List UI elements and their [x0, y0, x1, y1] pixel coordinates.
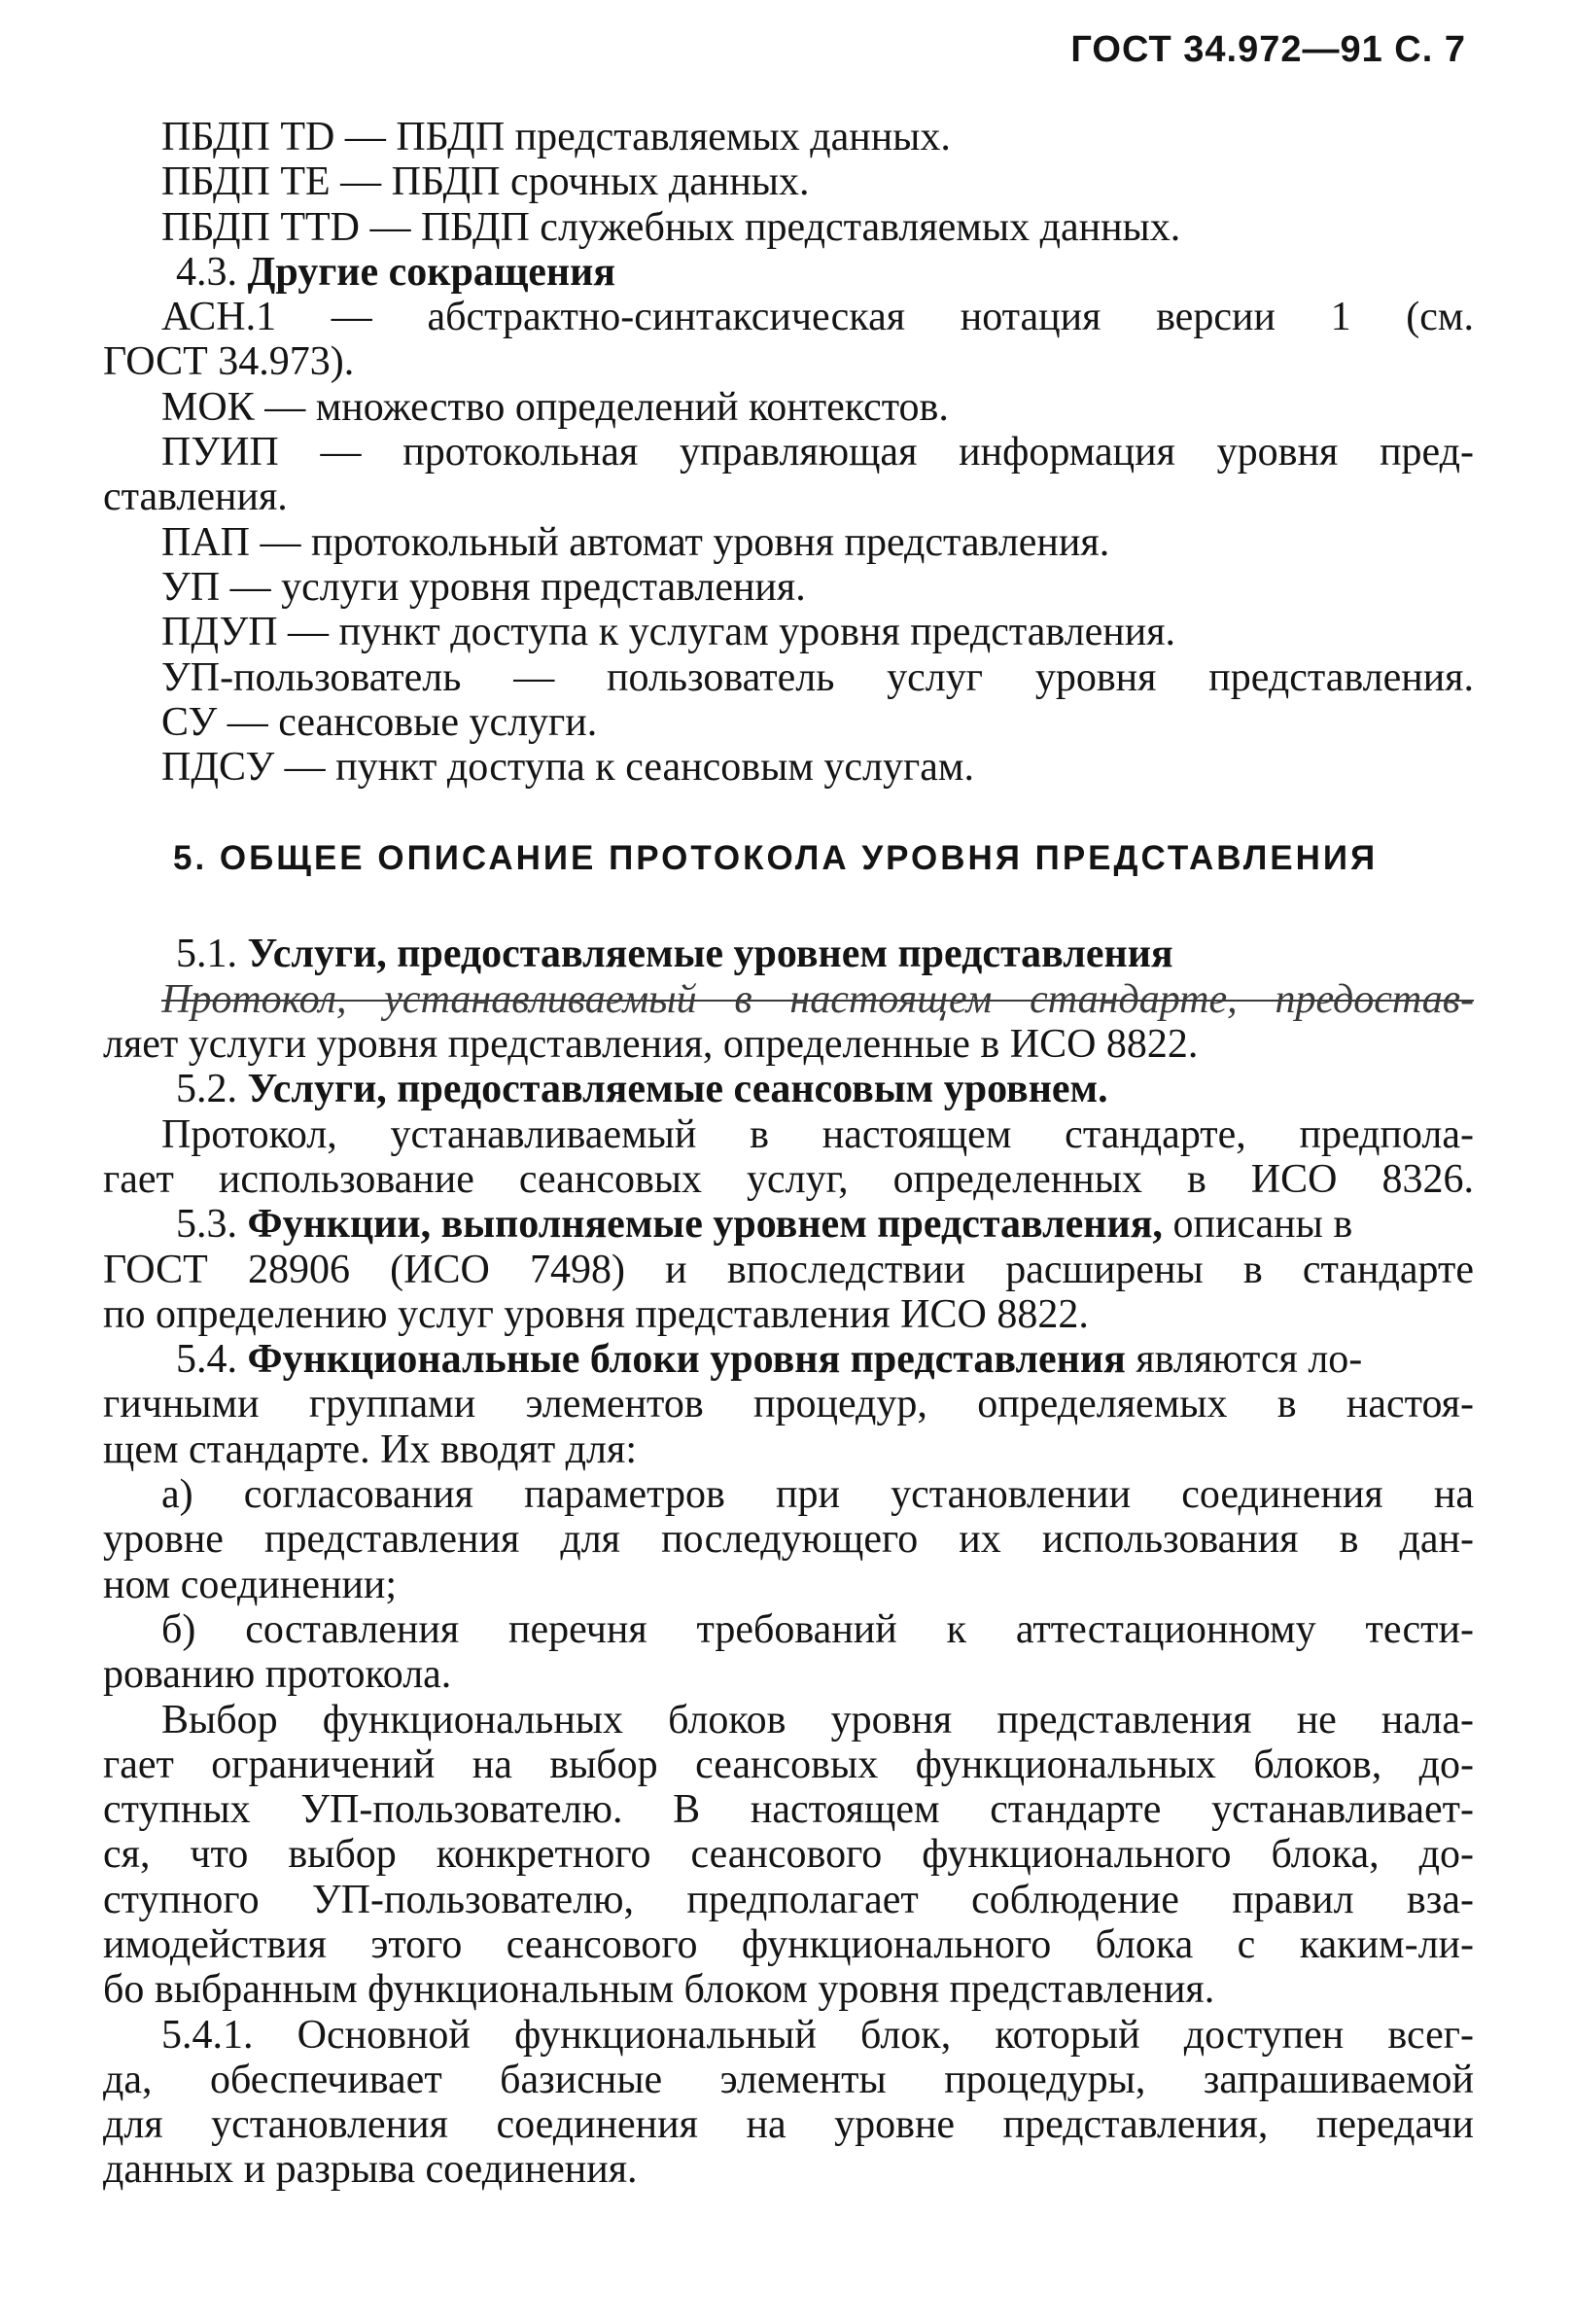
abbrev-line: ПБДП TD — ПБДП представляемых данных. — [161, 115, 951, 159]
paragraph-line: ступных УП-пользователю. В настоящем стандарте устанавливает- — [103, 1787, 1474, 1833]
subsection-rest: описаны в — [1162, 1202, 1353, 1248]
paragraph-line-5-4-1: 5.4.1. Основной функциональный блок, который доступен всег- — [161, 2012, 1474, 2058]
subsection-heading-5-4 — [161, 1337, 1474, 1382]
section-title-5: 5. ОБЩЕЕ ОПИСАНИЕ ПРОТОКОЛА УРОВНЯ ПРЕДСТАВЛЕНИЯ — [173, 839, 1379, 878]
paragraph-line: ГОСТ 28906 (ИСО 7498) и впоследствии расширены в стандарте — [103, 1247, 1474, 1292]
page-header — [1070, 29, 1466, 71]
abbrev-line: ставления. — [103, 475, 288, 520]
abbrev-line: СУ — сеансовые услуги. — [161, 699, 598, 745]
abbrev-line: ПУИП — протокольная управляющая информация уровня пред- — [161, 430, 1474, 475]
spacer — [161, 881, 1474, 932]
paragraph-line: бо выбранным функциональным блоком уровня представления. — [103, 1967, 1215, 2013]
paragraph-line: да, обеспечивает базисные элементы процедуры, запрашиваемой — [103, 2057, 1474, 2102]
document-body — [103, 115, 1474, 2193]
list-item-b-cont: рованию протокола. — [103, 1652, 452, 1698]
subsection-title: Другие сокращения — [247, 249, 616, 295]
spacer — [161, 790, 1474, 836]
paragraph-line: по определению услуг уровня представления ИСО 8822. — [103, 1291, 1089, 1337]
subsection-number: 5.4. — [176, 1337, 237, 1383]
abbrev-line: ПБДП ТЕ — ПБДП срочных данных. — [161, 159, 810, 205]
paragraph-line: ляет услуги уровня представления, определенные в ИСО 8822. — [103, 1022, 1199, 1068]
list-item-a-cont: ном соединении; — [103, 1562, 398, 1607]
paragraph-line: гает ограничений на выбор сеансовых функциональных блоков, до- — [103, 1742, 1474, 1787]
subsection-title: Услуги, предоставляемые сеансовым уровнем. — [247, 1067, 1108, 1112]
subsection-title: Функции, выполняемые уровнем представления, — [247, 1202, 1163, 1248]
header-page-number: С. 7 — [1394, 29, 1466, 70]
list-item-a: а) согласования параметров при установлении соединения на — [161, 1472, 1474, 1518]
subsection-title: Функциональные блоки уровня представления — [247, 1337, 1126, 1383]
paragraph-line: щем стандарте. Их вводят для: — [103, 1426, 637, 1472]
list-item-b: б) составления перечня требований к аттестационному тести- — [161, 1606, 1474, 1652]
abbrev-line: УП-пользователь — пользователь услуг уровня представления. — [161, 654, 1474, 700]
paragraph-line: гичными группами элементов процедур, определяемых в настоя- — [103, 1382, 1474, 1427]
paragraph-line: Протокол, устанавливаемый в настоящем стандарте, предпола- — [161, 1111, 1474, 1157]
list-item-a-cont: уровне представления для последующего их использования в дан- — [103, 1517, 1474, 1563]
subsection-heading-4-3 — [161, 250, 1474, 295]
abbrev-line: ПДУП — пункт доступа к услугам уровня представления. — [161, 610, 1176, 655]
subsection-number: 4.3. — [176, 249, 237, 295]
subsection-heading-5-2 — [161, 1067, 1474, 1111]
paragraph-line: данных и разрыва соединения. — [103, 2147, 638, 2193]
subsection-title: Услуги, предоставляемые уровнем представления — [247, 932, 1173, 977]
paragraph-line: ся, что выбор конкретного сеансового функционального блока, до- — [103, 1832, 1474, 1878]
abbrev-line: МОК — множество определений контекстов. — [161, 384, 949, 430]
subsection-heading-5-3 — [161, 1202, 1474, 1247]
subsection-number: 5.2. — [176, 1067, 237, 1112]
struck-through-line: Протокол, устанавливаемый в настоящем стандарте, предостав- — [161, 976, 1474, 1022]
abbrev-line: ПДСУ — пункт доступа к сеансовым услугам. — [161, 745, 974, 791]
paragraph-line: Выбор функциональных блоков уровня представления не нала- — [161, 1697, 1474, 1743]
abbrev-line: ПАП — протокольный автомат уровня представления. — [161, 519, 1110, 565]
abbrev-line: ПБДП TTD — ПБДП служебных представляемых данных. — [161, 204, 1181, 250]
paragraph-line: имодействия этого сеансового функционального блока с каким-ли- — [103, 1921, 1474, 1967]
subsection-heading-5-1 — [161, 932, 1474, 976]
paragraph-line: гает использование сеансовых услуг, определенных в ИСО 8326. — [103, 1156, 1474, 1202]
header-standard: ГОСТ 34.972—91 — [1070, 29, 1383, 70]
paragraph-line: для установления соединения на уровне представления, передачи — [103, 2102, 1474, 2148]
paragraph-line: ступного УП-пользователю, предполагает соблюдение правил вза- — [103, 1877, 1474, 1922]
abbrev-line: УП — услуги уровня представления. — [161, 564, 806, 610]
abbrev-line: АСН.1 — абстрактно-синтаксическая нотация версии 1 (см. — [161, 295, 1474, 340]
subsection-number: 5.1. — [176, 932, 237, 977]
abbrev-line: ГОСТ 34.973). — [103, 339, 355, 385]
subsection-number: 5.3. — [176, 1202, 237, 1248]
subsection-rest: являются ло- — [1125, 1337, 1363, 1383]
